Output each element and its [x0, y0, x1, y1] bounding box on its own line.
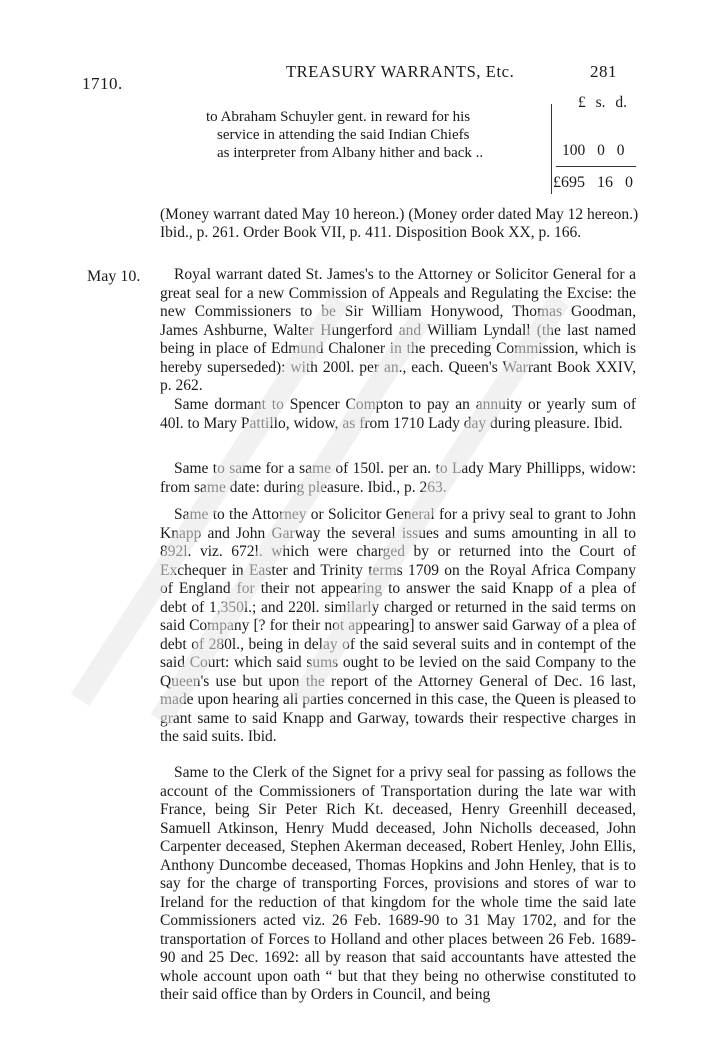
- margin-date: May 10.: [87, 268, 141, 285]
- currency-heading: £ s. d.: [578, 94, 628, 111]
- entry-line: service in attending the said Indian Chiefs: [217, 127, 470, 143]
- entry-amount: 100 0 0: [562, 142, 625, 159]
- column-rule: [551, 104, 552, 194]
- page-year: 1710.: [82, 74, 123, 93]
- paragraph-pattillo: Same dormant to Spencer Compton to pay an annuity or yearly sum of 40l. to Mary Pattillo, widow, as from 1710 Lady day during pleasure. Ibid.: [160, 396, 636, 432]
- paragraph-phillipps: Same to same for a same of 150l. per an. to Lady Mary Phillipps, widow: from same date: during pleasure. Ibid., p. 263.: [160, 460, 636, 496]
- running-title: TREASURY WARRANTS, Etc.: [286, 62, 515, 81]
- entry-total: £695 16 0: [553, 174, 633, 191]
- paragraph-transportation: Same to the Clerk of the Signet for a privy seal for passing as follows the account of the Commissioners of Transportation during the late war with France, being Sir Peter Rich Kt. deceased, Henry Greenhill deceased, Samuell Atkinson, Henry Mudd deceased, John Nicholls deceased, John Carpenter deceased, Stephen Akerman deceased, Robert Henley, John Ellis, Anthony Duncombe deceased, Thomas Hopkins and John Henley, that is to say for the charge of transporting Forces, provisions and stores of war to Ireland for the reduction of that kingdom for the whole time the said late Commissioners acted viz. 26 Feb. 1689-90 to 31 May 1702, and for the transportation of Forces to Holland and other places between 26 Feb. 1689-90 and 25 Dec. 1692: all by reason that said accountants have attested the whole account upon oath “ but that they being no otherwise constituted to their said office than by Orders in Council, and being: [160, 764, 636, 1003]
- page-number: 281: [590, 62, 617, 81]
- ledger-entry-text: [206, 108, 536, 162]
- money-note: (Money warrant dated May 10 hereon.) (Money order dated May 12 hereon.) Ibid., p. 261. Order Book VII, p. 411. Disposition Book XX, p. 166.: [160, 206, 639, 241]
- total-rule: [556, 166, 636, 167]
- paragraph-royal-warrant: Royal warrant dated St. James's to the Attorney or Solicitor General for a great seal for a new Commission of Appeals and Regulating the Excise: the new Commissioners to be Sir William Honywood, Thomas Goodman, James Ashburne, Walter Hungerford and William Lyndall (the last named being in place of Edmund Chaloner in the preceding Commission, which is hereby superseded): with 200l. per an., each. Queen's Warrant Book XXIV, p. 262.: [160, 266, 636, 394]
- entry-line: to Abraham Schuyler gent. in reward for his: [206, 109, 471, 125]
- entry-line: as interpreter from Albany hither and back ..: [217, 145, 484, 161]
- paragraph-knapp-garway: Same to the Attorney or Solicitor General for a privy seal to grant to John Knapp and John Garway the several issues and sums amounting in all to 892l. viz. 672l. which were charged by or returned into the Court of Exchequer in Easter and Trinity terms 1709 on the Royal Africa Company of England for their not appearing to answer the said Knapp of a plea of debt of 1,350l.; and 220l. similarly charged or returned in the said terms on said Company [? for their not appearing] to answer said Garway of a plea of debt of 280l., being in delay of the said several suits and in contempt of the said Court: which said sums ought to be levied on the said Company to the Queen's use but upon the report of the Attorney General of Dec. 16 last, made upon hearing all parties concerned in this case, the Queen is pleased to grant same to said Knapp and Garway, towards their respective charges in the said suits. Ibid.: [160, 506, 636, 745]
